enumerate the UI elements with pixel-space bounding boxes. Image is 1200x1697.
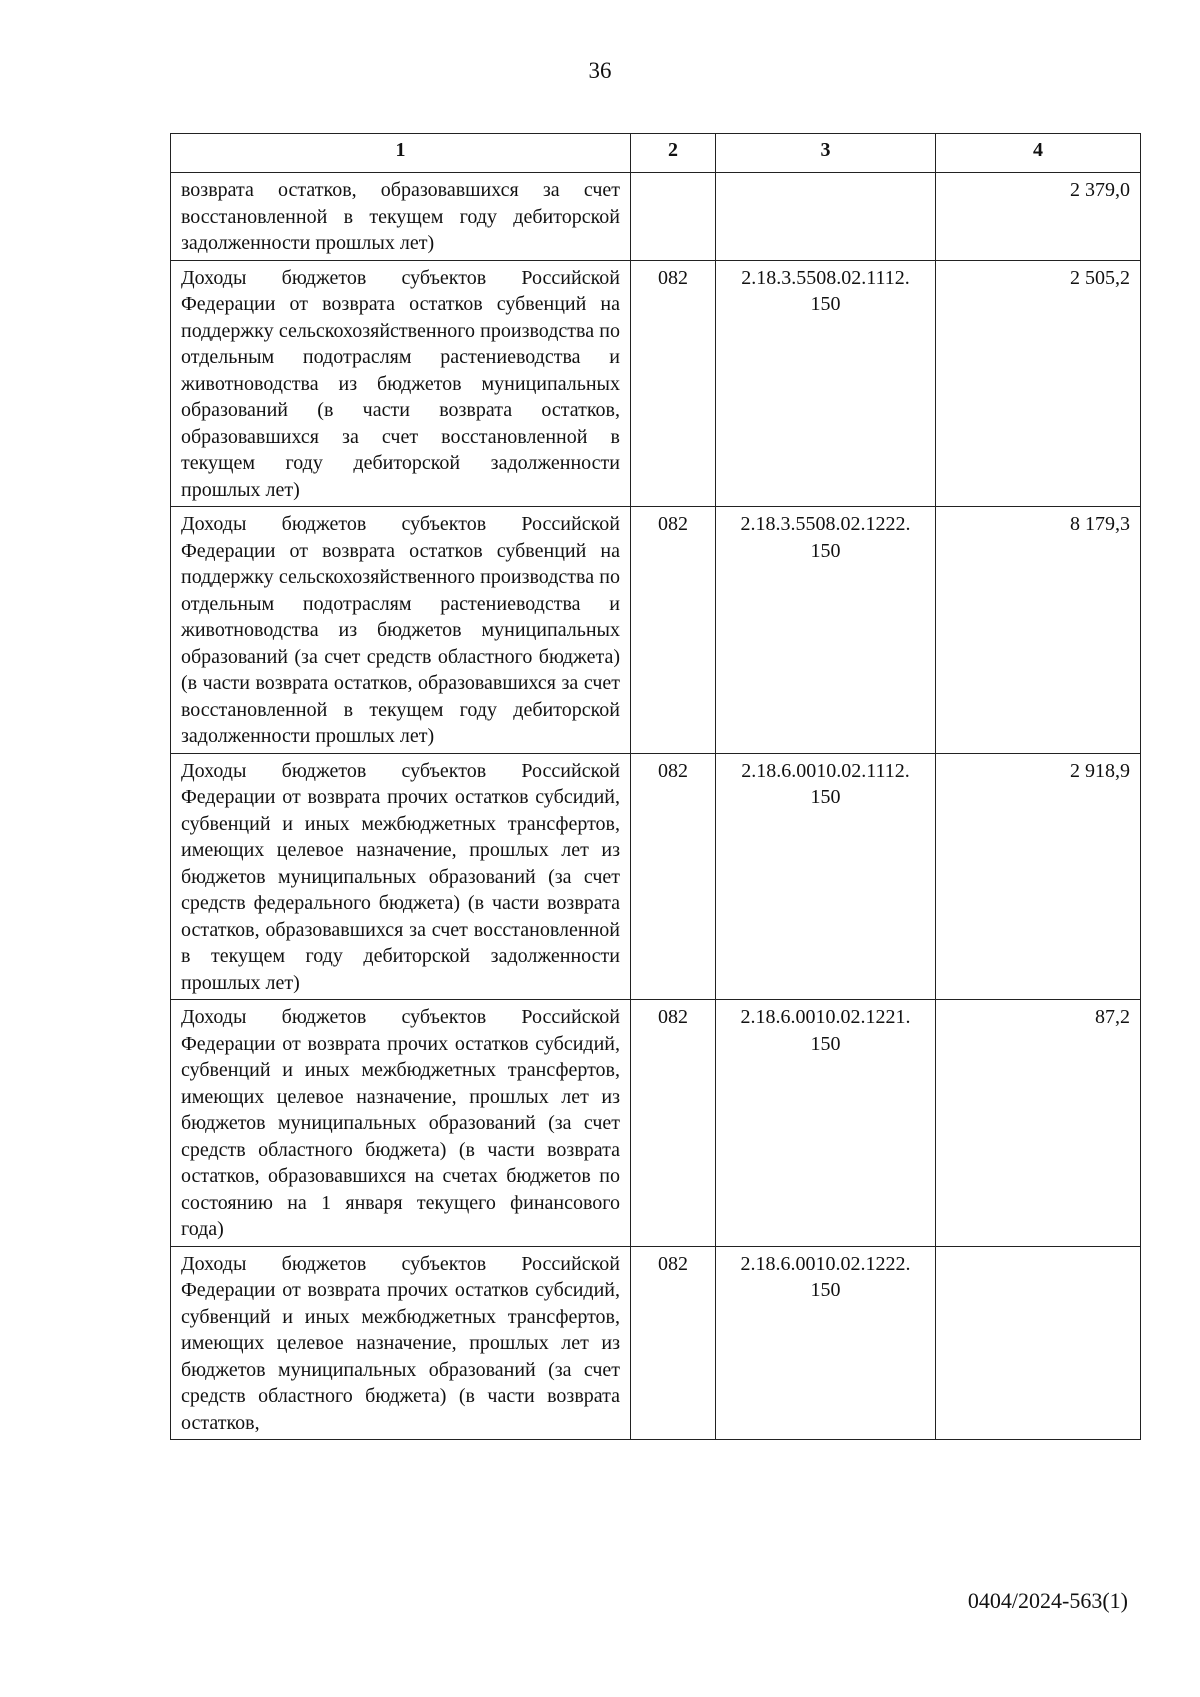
row-budget-code [716, 1000, 936, 1247]
budget-code-line1: 2.18.3.5508.02.1222. [740, 513, 911, 535]
table-row [171, 1246, 1141, 1440]
revenue-table [170, 133, 1141, 1440]
row-budget-code [716, 1246, 936, 1440]
table-row [171, 507, 1141, 754]
row-budget-code [716, 173, 936, 261]
header-col-4: 4 [936, 134, 1141, 173]
row-description: Доходы бюджетов субъектов Российской Федерации от возврата прочих остатков субсидий, субвенций и иных межбюджетных трансфертов, имеющих целевое назначение, прошлых лет из бюджетов муниципальных образований (за счет средств федерального бюджета) (в части возврата остатков, образовавшихся за счет восстановленной в текущем году дебиторской задолженности прошлых лет) [171, 753, 631, 1000]
row-admin-code: 082 [631, 507, 716, 754]
table-row [171, 260, 1141, 507]
row-admin-code: 082 [631, 753, 716, 1000]
table-row [171, 753, 1141, 1000]
row-admin-code: 082 [631, 260, 716, 507]
row-amount: 8 179,3 [936, 507, 1141, 754]
header-col-1: 1 [171, 134, 631, 173]
header-col-2: 2 [631, 134, 716, 173]
row-amount: 2 379,0 [936, 173, 1141, 261]
header-col-3: 3 [716, 134, 936, 173]
row-description: Доходы бюджетов субъектов Российской Федерации от возврата остатков субвенций на поддержку сельскохозяйственного производства по отдельным подотраслям растениеводства и животноводства из бюджетов муниципальных образований (в части возврата остатков, образовавшихся за счет восстановленной в текущем году дебиторской задолженности прошлых лет) [171, 260, 631, 507]
budget-code-line2: 150 [810, 1279, 841, 1301]
row-amount: 2 505,2 [936, 260, 1141, 507]
row-budget-code [716, 507, 936, 754]
budget-code-line2: 150 [810, 1032, 841, 1055]
row-budget-code [716, 753, 936, 1000]
row-amount: 2 918,9 [936, 753, 1141, 1000]
table-header-row [171, 134, 1141, 173]
row-description: Доходы бюджетов субъектов Российской Федерации от возврата прочих остатков субсидий, субвенций и иных межбюджетных трансфертов, имеющих целевое назначение, прошлых лет из бюджетов муниципальных образований (за счет средств областного бюджета) (в части возврата остатков, образовавшихся на счетах бюджетов по состоянию на 1 января текущего финансового года) [171, 1000, 631, 1247]
page-number: 36 [588, 58, 612, 83]
budget-code-line1: 2.18.6.0010.02.1222. [740, 1252, 911, 1275]
row-description: возврата остатков, образовавшихся за счет восстановленной в текущем году дебиторской задолженности прошлых лет) [171, 173, 631, 261]
document-number: 0404/2024-563(1) [967, 1588, 1128, 1613]
budget-code-line1: 2.18.3.5508.02.1112. [741, 266, 910, 289]
row-admin-code [631, 173, 716, 261]
budget-code-line2: 150 [810, 539, 841, 562]
row-description: Доходы бюджетов субъектов Российской Федерации от возврата остатков субвенций на поддержку сельскохозяйственного производства по отдельным подотраслям растениеводства и животноводства из бюджетов муниципальных образований (за счет средств областного бюджета) (в части возврата остатков, образовавшихся за счет восстановленной в текущем году дебиторской задолженности прошлых лет) [171, 507, 631, 754]
row-admin-code: 082 [631, 1246, 716, 1440]
table-row [171, 173, 1141, 261]
budget-code-line1: 2.18.6.0010.02.1112. [741, 759, 910, 782]
row-amount [936, 1246, 1141, 1440]
budget-code-line2: 150 [810, 293, 841, 315]
row-budget-code [716, 260, 936, 507]
budget-code-line2: 150 [810, 786, 841, 808]
table-row [171, 1000, 1141, 1247]
budget-code-line1: 2.18.6.0010.02.1221. [740, 1006, 911, 1028]
row-amount: 87,2 [936, 1000, 1141, 1247]
row-description: Доходы бюджетов субъектов Российской Федерации от возврата прочих остатков субсидий, субвенций и иных межбюджетных трансфертов, имеющих целевое назначение, прошлых лет из бюджетов муниципальных образований (за счет средств областного бюджета) (в части возврата остатков, [171, 1246, 631, 1440]
row-admin-code: 082 [631, 1000, 716, 1247]
